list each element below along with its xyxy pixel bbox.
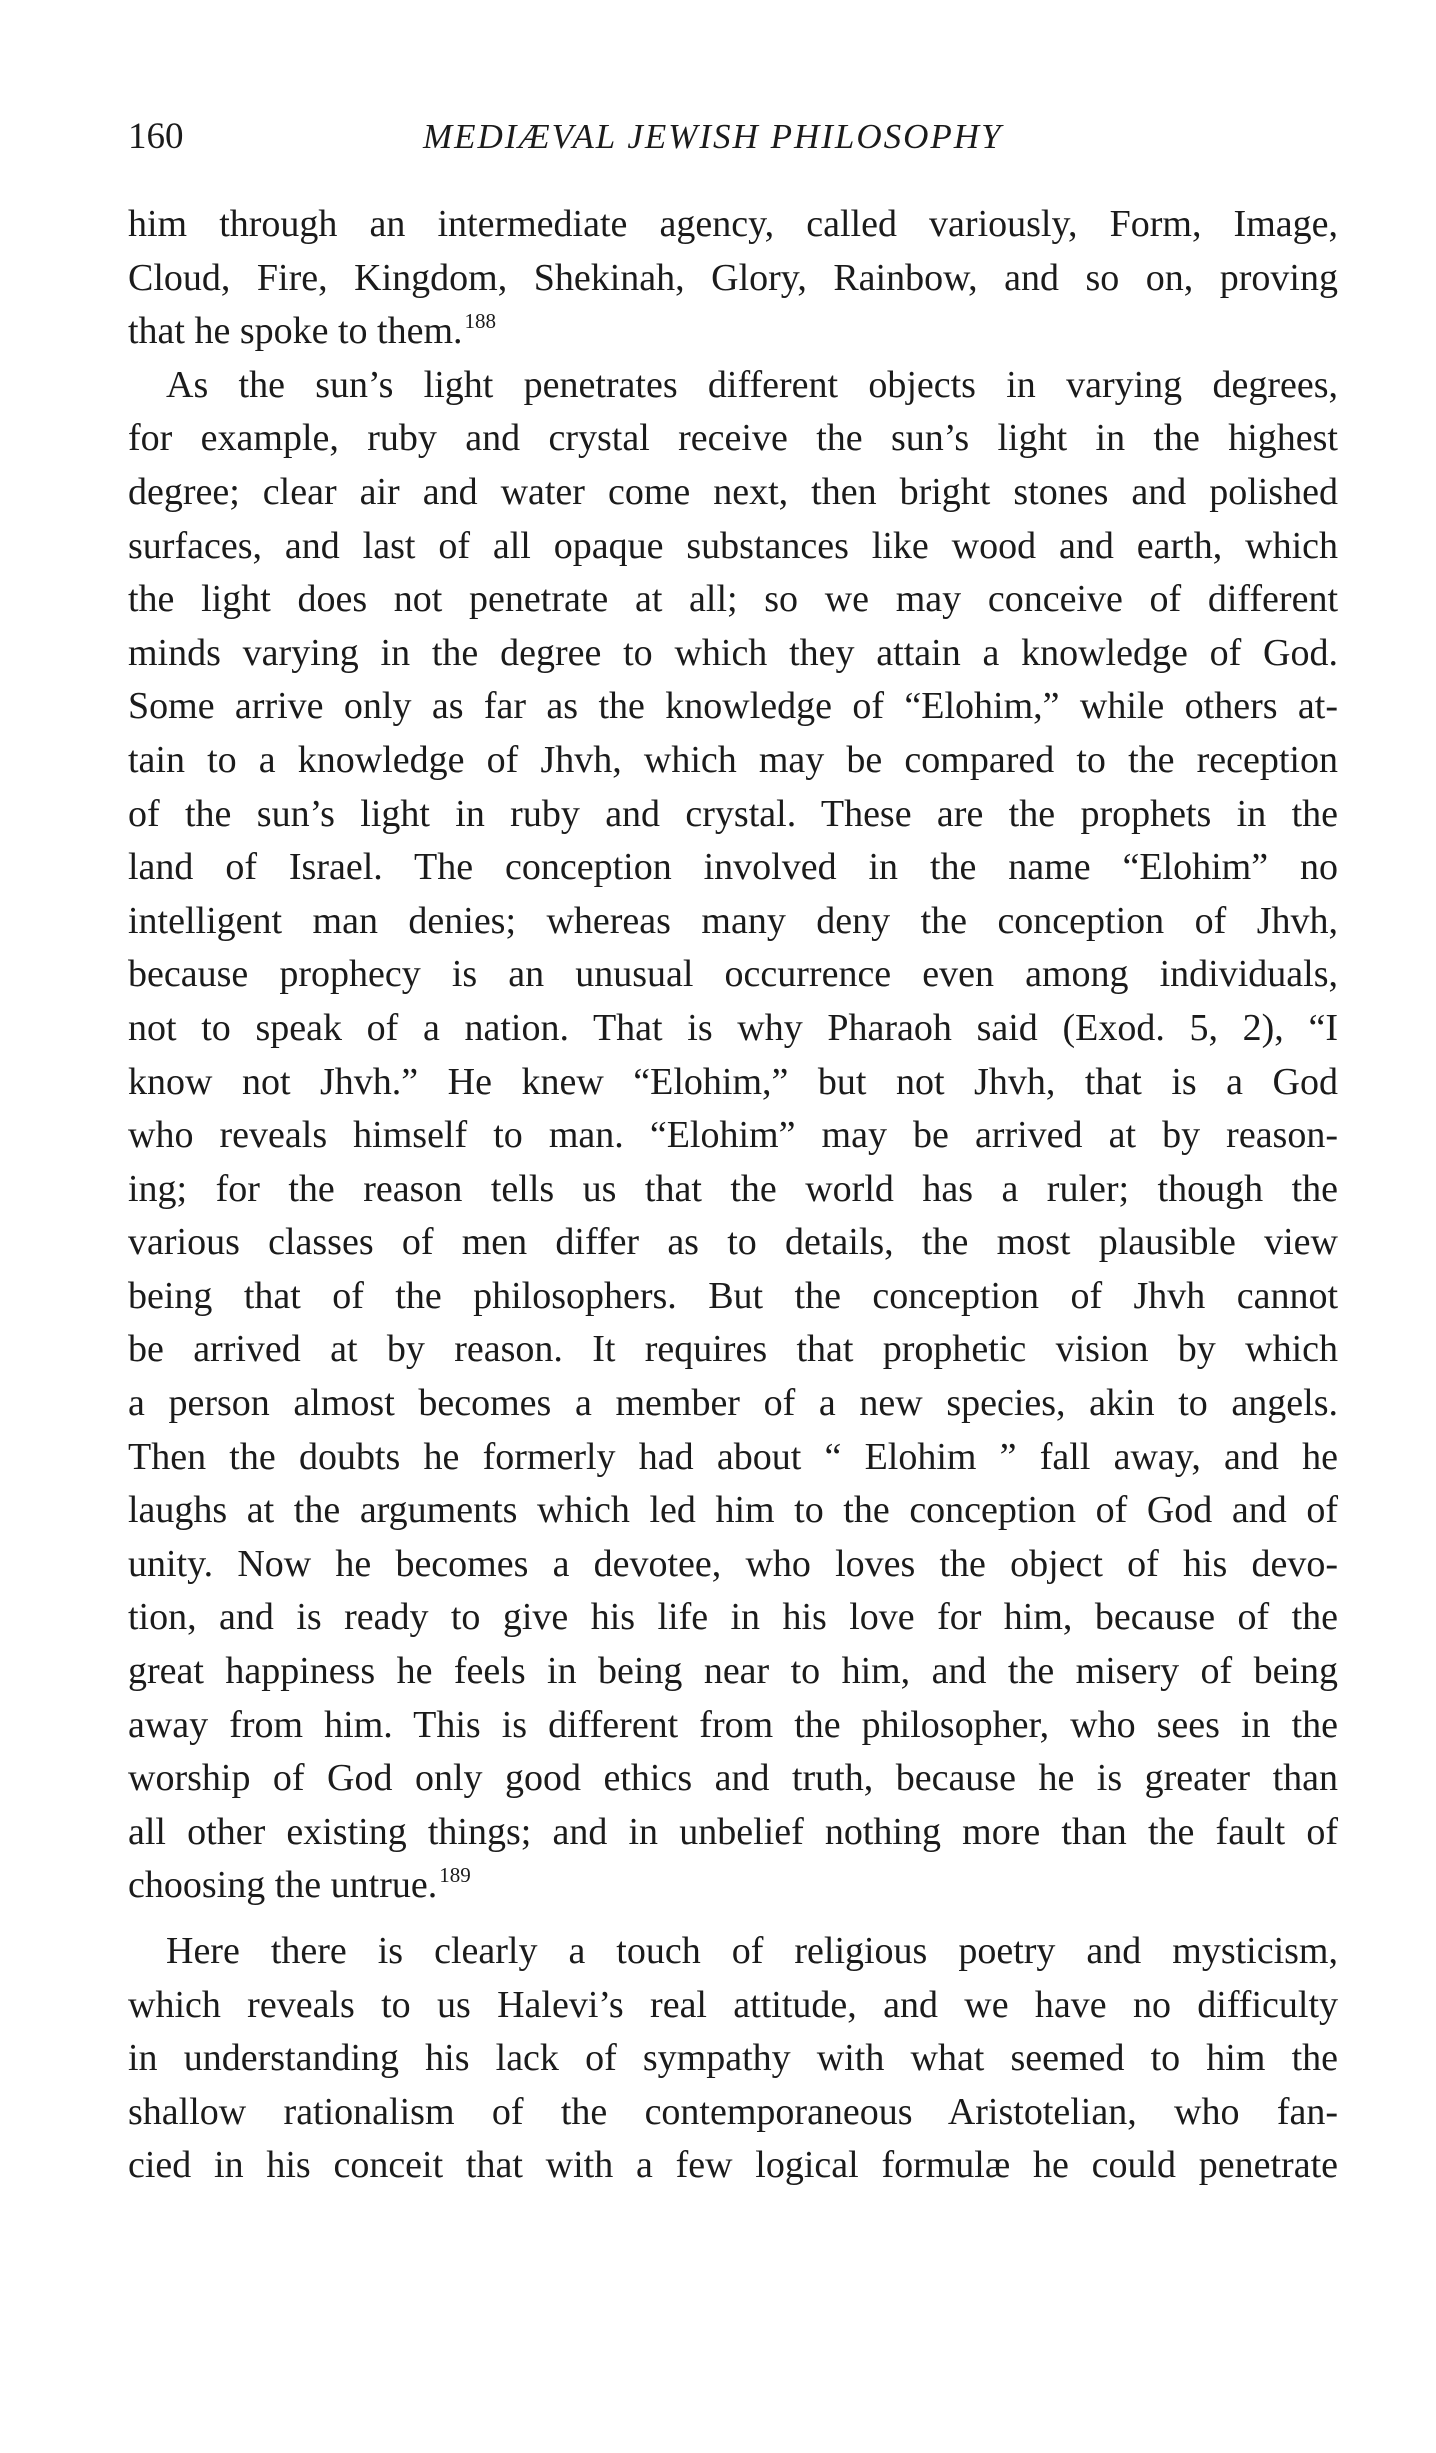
- text-line: a person almost becomes a member of a new species, akin to angels.: [128, 1382, 1338, 1425]
- text-line-with-note: [128, 1859, 1338, 1913]
- footnote-reference: 188: [464, 309, 497, 334]
- paragraph-gap: [128, 1913, 1338, 1925]
- text-line: not to speak of a nation. That is why Pharaoh said (Exod. 5, 2), “I: [128, 1006, 1338, 1049]
- text-line: tain to a knowledge of Jhvh, which may be compared to the reception: [128, 738, 1338, 781]
- text-line: of the sun’s light in ruby and crystal. These are the prophets in the: [128, 792, 1338, 835]
- text-line: choosing the untrue.: [128, 1864, 438, 1907]
- text-line: shallow rationalism of the contemporaneous Aristotelian, who fan-: [128, 2090, 1338, 2133]
- text-line: being that of the philosophers. But the conception of Jhvh cannot: [128, 1274, 1338, 1317]
- text-line: which reveals to us Halevi’s real attitude, and we have no difficulty: [128, 1983, 1338, 2026]
- text-line: the light does not penetrate at all; so we may conceive of different: [128, 578, 1338, 621]
- text-line: degree; clear air and water come next, then bright stones and polished: [128, 470, 1338, 513]
- footnote-reference: 189: [439, 1863, 471, 1888]
- text-line: because prophecy is an unusual occurrence even among individuals,: [128, 953, 1338, 996]
- text-line: ing; for the reason tells us that the world has a ruler; though the: [128, 1167, 1338, 1210]
- text-line: unity. Now he becomes a devotee, who loves the object of his devo-: [128, 1542, 1338, 1585]
- text-line: for example, ruby and crystal receive the sun’s light in the highest: [128, 417, 1338, 460]
- text-line: land of Israel. The conception involved in the name “Elohim” no: [128, 846, 1338, 889]
- paragraph: [128, 198, 1338, 359]
- running-head: [128, 112, 1338, 162]
- paragraph: [128, 359, 1338, 1913]
- text-line-with-note: [128, 305, 1338, 359]
- text-line: him through an intermediate agency, called variously, Form, Image,: [128, 203, 1338, 245]
- text-line: know not Jhvh.” He knew “Elohim,” but not Jhvh, that is a God: [128, 1060, 1338, 1103]
- running-title: MEDIÆVAL JEWISH PHILOSOPHY: [423, 117, 1003, 156]
- body-text: [128, 198, 1338, 2193]
- paragraph: [128, 1925, 1338, 2193]
- text-line: cied in his conceit that with a few logical formulæ he could penetrate: [128, 2144, 1338, 2187]
- text-line: laughs at the arguments which led him to the conception of God and of: [128, 1489, 1338, 1532]
- text-line: that he spoke to them.: [128, 310, 463, 353]
- text-line: Cloud, Fire, Kingdom, Shekinah, Glory, Rainbow, and so on, proving: [128, 256, 1338, 299]
- text-line: great happiness he feels in being near to him, and the misery of being: [128, 1650, 1338, 1693]
- page-number: 160: [128, 116, 184, 157]
- text-line: away from him. This is different from the philosopher, who sees in the: [128, 1703, 1338, 1746]
- text-line: surfaces, and last of all opaque substances like wood and earth, which: [128, 524, 1338, 567]
- text-line: be arrived at by reason. It requires that prophetic vision by which: [128, 1328, 1338, 1371]
- text-line: in understanding his lack of sympathy with what seemed to him the: [128, 2037, 1338, 2080]
- text-line: tion, and is ready to give his life in his love for him, because of the: [128, 1596, 1338, 1639]
- text-line: intelligent man denies; whereas many deny the conception of Jhvh,: [128, 899, 1338, 942]
- text-line: Some arrive only as far as the knowledge of “Elohim,” while others at-: [128, 685, 1338, 728]
- text-line: Here there is clearly a touch of religious poetry and mysticism,: [166, 1930, 1338, 1972]
- text-line: various classes of men differ as to details, the most plausible view: [128, 1221, 1338, 1264]
- text-line: worship of God only good ethics and truth, because he is greater than: [128, 1757, 1338, 1800]
- text-line: minds varying in the degree to which they attain a knowledge of God.: [128, 631, 1338, 674]
- text-line: Then the doubts he formerly had about “ Elohim ” fall away, and he: [128, 1435, 1338, 1478]
- text-line: who reveals himself to man. “Elohim” may be arrived at by reason-: [128, 1114, 1338, 1157]
- text-line: all other existing things; and in unbelief nothing more than the fault of: [128, 1810, 1338, 1853]
- text-line: As the sun’s light penetrates different objects in varying degrees,: [166, 363, 1338, 406]
